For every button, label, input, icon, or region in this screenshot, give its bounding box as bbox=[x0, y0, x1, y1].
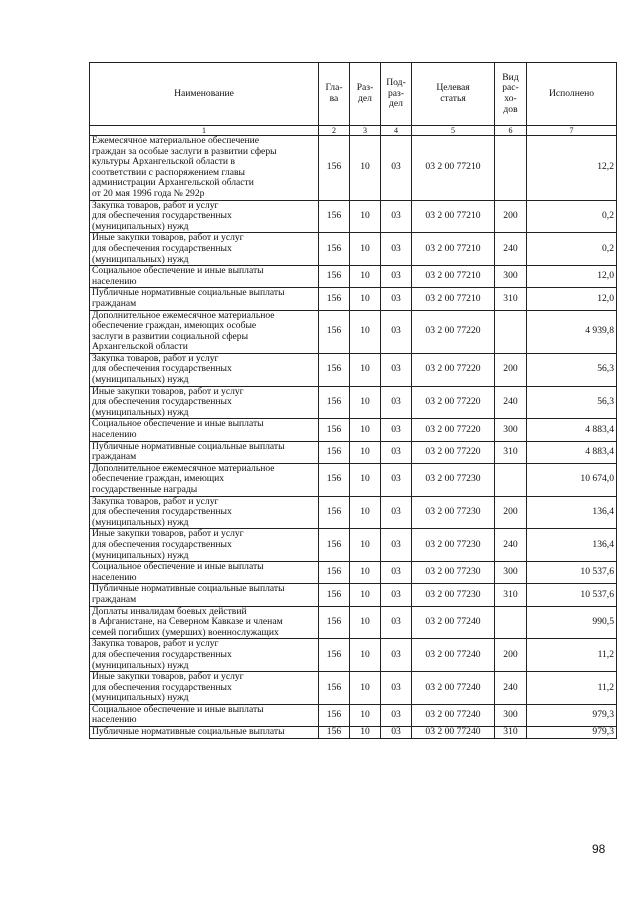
row-expense-type-cell: 240 bbox=[495, 529, 527, 562]
row-name-cell: Социальное обеспечение и иные выплаты населению bbox=[90, 704, 319, 726]
column-number: 4 bbox=[381, 126, 412, 136]
row-section-cell: 10 bbox=[350, 136, 381, 201]
table-row bbox=[90, 233, 617, 266]
header-subsection: Под- раз- дел bbox=[381, 63, 412, 126]
row-target-article-cell: 03 2 00 77220 bbox=[412, 310, 495, 353]
header-target-article: Целевая статья bbox=[412, 63, 495, 126]
row-target-article-cell: 03 2 00 77240 bbox=[412, 639, 495, 672]
table-row bbox=[90, 562, 617, 584]
row-name-cell: Публичные нормативные социальные выплаты гражданам bbox=[90, 441, 319, 463]
row-chapter-cell: 156 bbox=[319, 672, 350, 705]
row-chapter-cell: 156 bbox=[319, 562, 350, 584]
row-name-cell: Закупка товаров, работ и услуг для обеспечения государственных (муниципальных) нужд bbox=[90, 639, 319, 672]
row-target-article-cell: 03 2 00 77210 bbox=[412, 288, 495, 310]
row-section-cell: 10 bbox=[350, 310, 381, 353]
row-subsection-cell: 03 bbox=[381, 704, 412, 726]
row-target-article-cell: 03 2 00 77240 bbox=[412, 672, 495, 705]
table-header bbox=[90, 63, 617, 136]
table-row bbox=[90, 136, 617, 201]
row-subsection-cell: 03 bbox=[381, 639, 412, 672]
row-subsection-cell: 03 bbox=[381, 672, 412, 705]
row-name-cell: Закупка товаров, работ и услуг для обеспечения государственных (муниципальных) нужд bbox=[90, 353, 319, 386]
row-target-article-cell: 03 2 00 77230 bbox=[412, 562, 495, 584]
table-row bbox=[90, 727, 617, 739]
row-name-cell: Иные закупки товаров, работ и услуг для обеспечения государственных (муниципальных) нужд bbox=[90, 529, 319, 562]
table-row bbox=[90, 639, 617, 672]
row-expense-type-cell: 310 bbox=[495, 288, 527, 310]
row-expense-type-cell: 300 bbox=[495, 419, 527, 441]
row-expense-type-cell: 300 bbox=[495, 266, 527, 288]
row-chapter-cell: 156 bbox=[319, 386, 350, 419]
row-executed-cell: 11,2 bbox=[527, 672, 617, 705]
row-name-cell: Социальное обеспечение и иные выплаты населению bbox=[90, 266, 319, 288]
row-name-cell: Публичные нормативные социальные выплаты гражданам bbox=[90, 288, 319, 310]
page-number: 98 bbox=[592, 842, 606, 856]
table-row bbox=[90, 529, 617, 562]
row-executed-cell: 10 537,6 bbox=[527, 584, 617, 606]
row-target-article-cell: 03 2 00 77210 bbox=[412, 200, 495, 233]
row-subsection-cell: 03 bbox=[381, 606, 412, 639]
table-row bbox=[90, 353, 617, 386]
row-chapter-cell: 156 bbox=[319, 266, 350, 288]
row-executed-cell: 10 537,6 bbox=[527, 562, 617, 584]
row-chapter-cell: 156 bbox=[319, 727, 350, 739]
row-subsection-cell: 03 bbox=[381, 266, 412, 288]
row-chapter-cell: 156 bbox=[319, 353, 350, 386]
row-subsection-cell: 03 bbox=[381, 310, 412, 353]
row-executed-cell: 56,3 bbox=[527, 386, 617, 419]
table-row bbox=[90, 386, 617, 419]
row-name-cell: Публичные нормативные социальные выплаты гражданам bbox=[90, 584, 319, 606]
row-name-cell: Дополнительное ежемесячное материальное обеспечение граждан, имеющих особые заслуги в развитии социальной сферы Архангельской области bbox=[90, 310, 319, 353]
row-executed-cell: 4 939,8 bbox=[527, 310, 617, 353]
row-name-cell: Ежемесячное материальное обеспечение граждан за особые заслуги в развитии сферы культуры Архангельской области в соответствии с распоряжением главы администрации Архангельской области от 20 мая 1996 года № 292р bbox=[90, 136, 319, 201]
row-name-cell: Социальное обеспечение и иные выплаты населению bbox=[90, 562, 319, 584]
row-target-article-cell: 03 2 00 77230 bbox=[412, 463, 495, 496]
row-subsection-cell: 03 bbox=[381, 562, 412, 584]
row-expense-type-cell: 310 bbox=[495, 441, 527, 463]
row-chapter-cell: 156 bbox=[319, 463, 350, 496]
row-subsection-cell: 03 bbox=[381, 529, 412, 562]
row-executed-cell: 10 674,0 bbox=[527, 463, 617, 496]
row-chapter-cell: 156 bbox=[319, 639, 350, 672]
table-row bbox=[90, 200, 617, 233]
row-expense-type-cell: 300 bbox=[495, 562, 527, 584]
row-target-article-cell: 03 2 00 77210 bbox=[412, 136, 495, 201]
row-executed-cell: 990,5 bbox=[527, 606, 617, 639]
column-number: 6 bbox=[495, 126, 527, 136]
row-expense-type-cell: 240 bbox=[495, 672, 527, 705]
row-section-cell: 10 bbox=[350, 386, 381, 419]
row-section-cell: 10 bbox=[350, 441, 381, 463]
row-target-article-cell: 03 2 00 77220 bbox=[412, 419, 495, 441]
row-chapter-cell: 156 bbox=[319, 419, 350, 441]
row-subsection-cell: 03 bbox=[381, 463, 412, 496]
row-section-cell: 10 bbox=[350, 288, 381, 310]
row-target-article-cell: 03 2 00 77230 bbox=[412, 584, 495, 606]
row-section-cell: 10 bbox=[350, 496, 381, 529]
row-target-article-cell: 03 2 00 77240 bbox=[412, 606, 495, 639]
row-executed-cell: 136,4 bbox=[527, 529, 617, 562]
row-executed-cell: 11,2 bbox=[527, 639, 617, 672]
table-row bbox=[90, 266, 617, 288]
row-name-cell: Закупка товаров, работ и услуг для обеспечения государственных (муниципальных) нужд bbox=[90, 200, 319, 233]
row-name-cell: Дополнительное ежемесячное материальное обеспечение граждан, имеющих государственные награды bbox=[90, 463, 319, 496]
header-executed: Исполнено bbox=[527, 63, 617, 126]
row-chapter-cell: 156 bbox=[319, 704, 350, 726]
row-section-cell: 10 bbox=[350, 463, 381, 496]
row-expense-type-cell: 310 bbox=[495, 727, 527, 739]
row-expense-type-cell bbox=[495, 463, 527, 496]
row-executed-cell: 4 883,4 bbox=[527, 419, 617, 441]
header-chapter: Гла- ва bbox=[319, 63, 350, 126]
row-executed-cell: 12,0 bbox=[527, 266, 617, 288]
row-section-cell: 10 bbox=[350, 704, 381, 726]
row-section-cell: 10 bbox=[350, 419, 381, 441]
row-name-cell: Иные закупки товаров, работ и услуг для обеспечения государственных (муниципальных) нужд bbox=[90, 233, 319, 266]
row-expense-type-cell bbox=[495, 606, 527, 639]
row-chapter-cell: 156 bbox=[319, 310, 350, 353]
row-subsection-cell: 03 bbox=[381, 353, 412, 386]
column-number: 7 bbox=[527, 126, 617, 136]
row-chapter-cell: 156 bbox=[319, 200, 350, 233]
header-name: Наименование bbox=[90, 63, 319, 126]
row-target-article-cell: 03 2 00 77230 bbox=[412, 496, 495, 529]
row-name-cell: Иные закупки товаров, работ и услуг для обеспечения государственных (муниципальных) нужд bbox=[90, 672, 319, 705]
row-subsection-cell: 03 bbox=[381, 386, 412, 419]
header-row bbox=[90, 63, 617, 126]
table-row bbox=[90, 606, 617, 639]
row-section-cell: 10 bbox=[350, 266, 381, 288]
row-executed-cell: 136,4 bbox=[527, 496, 617, 529]
row-section-cell: 10 bbox=[350, 562, 381, 584]
row-expense-type-cell: 300 bbox=[495, 704, 527, 726]
budget-table bbox=[89, 62, 617, 739]
row-subsection-cell: 03 bbox=[381, 136, 412, 201]
row-chapter-cell: 156 bbox=[319, 288, 350, 310]
row-target-article-cell: 03 2 00 77220 bbox=[412, 441, 495, 463]
row-executed-cell: 979,3 bbox=[527, 704, 617, 726]
row-section-cell: 10 bbox=[350, 584, 381, 606]
row-expense-type-cell: 200 bbox=[495, 496, 527, 529]
column-number: 3 bbox=[350, 126, 381, 136]
row-subsection-cell: 03 bbox=[381, 441, 412, 463]
row-subsection-cell: 03 bbox=[381, 288, 412, 310]
row-section-cell: 10 bbox=[350, 353, 381, 386]
row-target-article-cell: 03 2 00 77240 bbox=[412, 704, 495, 726]
row-expense-type-cell: 240 bbox=[495, 233, 527, 266]
row-expense-type-cell: 310 bbox=[495, 584, 527, 606]
row-expense-type-cell bbox=[495, 310, 527, 353]
row-executed-cell: 12,2 bbox=[527, 136, 617, 201]
table-row bbox=[90, 310, 617, 353]
table-row bbox=[90, 496, 617, 529]
row-section-cell: 10 bbox=[350, 200, 381, 233]
table-row bbox=[90, 419, 617, 441]
row-section-cell: 10 bbox=[350, 529, 381, 562]
header-section: Раз- дел bbox=[350, 63, 381, 126]
row-name-cell: Публичные нормативные социальные выплаты bbox=[90, 727, 319, 739]
row-section-cell: 10 bbox=[350, 639, 381, 672]
row-expense-type-cell: 200 bbox=[495, 200, 527, 233]
row-section-cell: 10 bbox=[350, 606, 381, 639]
row-chapter-cell: 156 bbox=[319, 441, 350, 463]
row-section-cell: 10 bbox=[350, 727, 381, 739]
row-section-cell: 10 bbox=[350, 672, 381, 705]
row-expense-type-cell: 200 bbox=[495, 353, 527, 386]
table-row bbox=[90, 463, 617, 496]
row-executed-cell: 56,3 bbox=[527, 353, 617, 386]
row-executed-cell: 0,2 bbox=[527, 200, 617, 233]
row-expense-type-cell: 240 bbox=[495, 386, 527, 419]
row-chapter-cell: 156 bbox=[319, 136, 350, 201]
column-number: 2 bbox=[319, 126, 350, 136]
column-number-row bbox=[90, 126, 617, 136]
row-target-article-cell: 03 2 00 77220 bbox=[412, 386, 495, 419]
row-name-cell: Иные закупки товаров, работ и услуг для обеспечения государственных (муниципальных) нужд bbox=[90, 386, 319, 419]
row-executed-cell: 979,3 bbox=[527, 727, 617, 739]
column-number: 1 bbox=[90, 126, 319, 136]
row-section-cell: 10 bbox=[350, 233, 381, 266]
row-subsection-cell: 03 bbox=[381, 727, 412, 739]
header-expense-type: Вид рас- хо- дов bbox=[495, 63, 527, 126]
row-name-cell: Доплаты инвалидам боевых действий в Афганистане, на Северном Кавказе и членам семей погибших (умерших) военнослужащих bbox=[90, 606, 319, 639]
table-row bbox=[90, 288, 617, 310]
row-target-article-cell: 03 2 00 77210 bbox=[412, 233, 495, 266]
row-chapter-cell: 156 bbox=[319, 233, 350, 266]
column-number: 5 bbox=[412, 126, 495, 136]
row-chapter-cell: 156 bbox=[319, 496, 350, 529]
row-expense-type-cell: 200 bbox=[495, 639, 527, 672]
row-executed-cell: 4 883,4 bbox=[527, 441, 617, 463]
row-subsection-cell: 03 bbox=[381, 496, 412, 529]
row-target-article-cell: 03 2 00 77230 bbox=[412, 529, 495, 562]
row-subsection-cell: 03 bbox=[381, 200, 412, 233]
table-row bbox=[90, 704, 617, 726]
row-name-cell: Социальное обеспечение и иные выплаты населению bbox=[90, 419, 319, 441]
row-target-article-cell: 03 2 00 77240 bbox=[412, 727, 495, 739]
row-name-cell: Закупка товаров, работ и услуг для обеспечения государственных (муниципальных) нужд bbox=[90, 496, 319, 529]
table-row bbox=[90, 584, 617, 606]
row-target-article-cell: 03 2 00 77210 bbox=[412, 266, 495, 288]
table-row bbox=[90, 441, 617, 463]
row-subsection-cell: 03 bbox=[381, 584, 412, 606]
table-row bbox=[90, 672, 617, 705]
row-expense-type-cell bbox=[495, 136, 527, 201]
row-subsection-cell: 03 bbox=[381, 419, 412, 441]
row-chapter-cell: 156 bbox=[319, 529, 350, 562]
row-executed-cell: 12,0 bbox=[527, 288, 617, 310]
row-target-article-cell: 03 2 00 77220 bbox=[412, 353, 495, 386]
row-chapter-cell: 156 bbox=[319, 584, 350, 606]
row-chapter-cell: 156 bbox=[319, 606, 350, 639]
row-executed-cell: 0,2 bbox=[527, 233, 617, 266]
row-subsection-cell: 03 bbox=[381, 233, 412, 266]
table-body bbox=[90, 136, 617, 739]
